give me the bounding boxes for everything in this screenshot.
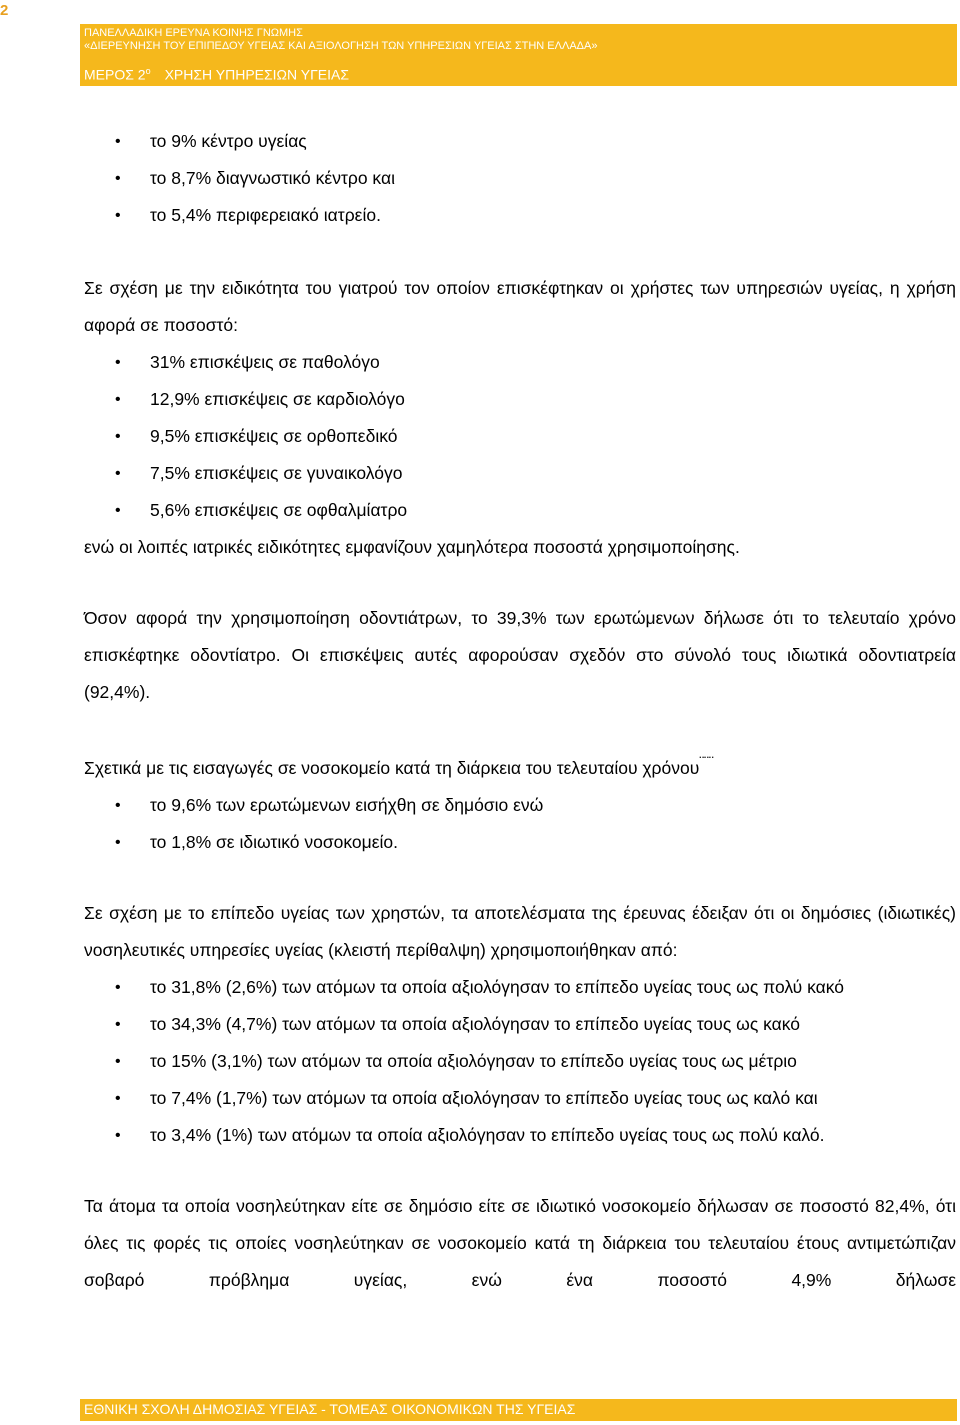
list-item: • το 1,8% σε ιδιωτικό νοσοκομείο. xyxy=(84,824,956,861)
part-prefix: ΜΕΡΟΣ 2 xyxy=(84,66,146,83)
paragraph-health-level: Σε σχέση με το επίπεδο υγείας των χρηστών, τα αποτελέσματα της έρευνας έδειξαν ότι οι δημόσιες (ιδιωτικές) νοσηλευτικές υπηρεσίες υγείας (κλειστή περίθαλψη) χρησιμοποιήθηκαν από: xyxy=(84,902,956,960)
list-item: • 5,6% επισκέψεις σε οφθαλμίατρο xyxy=(84,492,956,529)
paragraph-dentists: Όσον αφορά την χρησιμοποίηση οδοντιάτρων, το 39,3% των ερωτώμενων δήλωσε ότι το τελευταίο χρόνο επισκέφτηκε οδοντίατρο. Οι επισκέψεις αυτές αφορούσαν σχεδόν στο σύνολό τους ιδιωτικά οδοντιατρεία (92,4%). xyxy=(84,608,956,702)
part-name: ΧΡΗΣΗ ΥΠΗΡΕΣΙΩΝ ΥΓΕΙΑΣ xyxy=(164,66,350,83)
list-item: • το 31,8% (2,6%) των ατόμων τα οποία αξιολόγησαν το επίπεδο υγείας τους ως πολύ κακό xyxy=(84,969,956,1006)
list-item: • 7,5% επισκέψεις σε γυναικολόγο xyxy=(84,455,956,492)
header-survey-title: ΠΑΝΕΛΛΑΔΙΚΗ ΕΡΕΥΝΑ ΚΟΙΝΗΣ ΓΝΩΜΗΣ xyxy=(84,27,303,39)
document-body xyxy=(84,123,956,1299)
footer-institution: ΕΘΝΙΚΗ ΣΧΟΛΗ ΔΗΜΟΣΙΑΣ ΥΓΕΙΑΣ - ΤΟΜΕΑΣ ΟΙΚΟΝΟΜΙΚΩΝ ΤΗΣ ΥΓΕΙΑΣ xyxy=(84,1401,576,1417)
bullet-list-admissions xyxy=(84,787,956,861)
list-item: • το 8,7% διαγνωστικό κέντρο και xyxy=(84,160,956,197)
list-item: • το 34,3% (4,7%) των ατόμων τα οποία αξιολόγησαν το επίπεδο υγείας τους ως κακό xyxy=(84,1006,956,1043)
list-item: • το 7,4% (1,7%) των ατόμων τα οποία αξιολόγησαν το επίπεδο υγείας τους ως καλό και xyxy=(84,1080,956,1117)
list-item: • 9,5% επισκέψεις σε ορθοπεδικό xyxy=(84,418,956,455)
header-survey-subtitle: «ΔΙΕΡΕΥΝΗΣΗ ΤΟΥ ΕΠΙΠΕΔΟΥ ΥΓΕΙΑΣ ΚΑΙ ΑΞΙΟΛΟΓΗΣΗ ΤΩΝ ΥΠΗΡΕΣΙΩΝ ΥΓΕΙΑΣ ΣΤΗΝ ΕΛΛΑΔΑ» xyxy=(84,40,598,52)
list-item: • το 5,4% περιφερειακό ιατρείο. xyxy=(84,197,956,234)
list-item: • το 9,6% των ερωτώμενων εισήχθη σε δημόσιο ενώ xyxy=(84,787,956,824)
footnote-mark: ¨¨¨ xyxy=(699,755,714,771)
header-part-title xyxy=(84,66,349,83)
list-item: • το 3,4% (1%) των ατόμων τα οποία αξιολόγησαν το επίπεδο υγείας τους ως πολύ καλό. xyxy=(84,1117,956,1154)
list-item: • το 9% κέντρο υγείας xyxy=(84,123,956,160)
list-item: • 12,9% επισκέψεις σε καρδιολόγο xyxy=(84,381,956,418)
part-superscript: ο xyxy=(145,66,151,76)
admissions-text: Σχετικά με τις εισαγωγές σε νοσοκομείο κατά τη διάρκεια του τελευταίου χρόνου xyxy=(84,757,700,778)
list-item: • το 15% (3,1%) των ατόμων τα οποία αξιολόγησαν το επίπεδο υγείας τους ως μέτριο xyxy=(84,1043,956,1080)
paragraph-hospitalized: Τα άτομα τα οποία νοσηλεύτηκαν είτε σε δημόσιο είτε σε ιδιωτικό νοσοκομείο δήλωσαν σε ποσοστό 82,4%, ότι όλες τις φορές τις οποίες νοσηλεύτηκαν σε νοσοκομείο κατά τη διάρκεια του τελευταίου έτους αντιμετώπιζαν σοβαρό πρόβλημα υγείας, ενώ ένα ποσοστό 4,9% δήλωσε xyxy=(84,1195,956,1290)
bullet-list-facilities xyxy=(84,123,956,234)
page-number: 2 xyxy=(0,2,9,19)
paragraph-hospital-admissions xyxy=(84,745,956,787)
list-item: • 31% επισκέψεις σε παθολόγο xyxy=(84,344,956,381)
paragraph-other-specialties: ενώ οι λοιπές ιατρικές ειδικότητες εμφανίζουν χαμηλότερα ποσοστά χρησιμοποίησης. xyxy=(84,537,740,557)
bullet-list-health-level xyxy=(84,969,956,1154)
paragraph-specialty-intro: Σε σχέση με την ειδικότητα του γιατρού τον οποίον επισκέφτηκαν οι χρήστες των υπηρεσιών υγείας, η χρήση αφορά σε ποσοστό: xyxy=(84,278,956,335)
bullet-list-specialties xyxy=(84,344,956,529)
